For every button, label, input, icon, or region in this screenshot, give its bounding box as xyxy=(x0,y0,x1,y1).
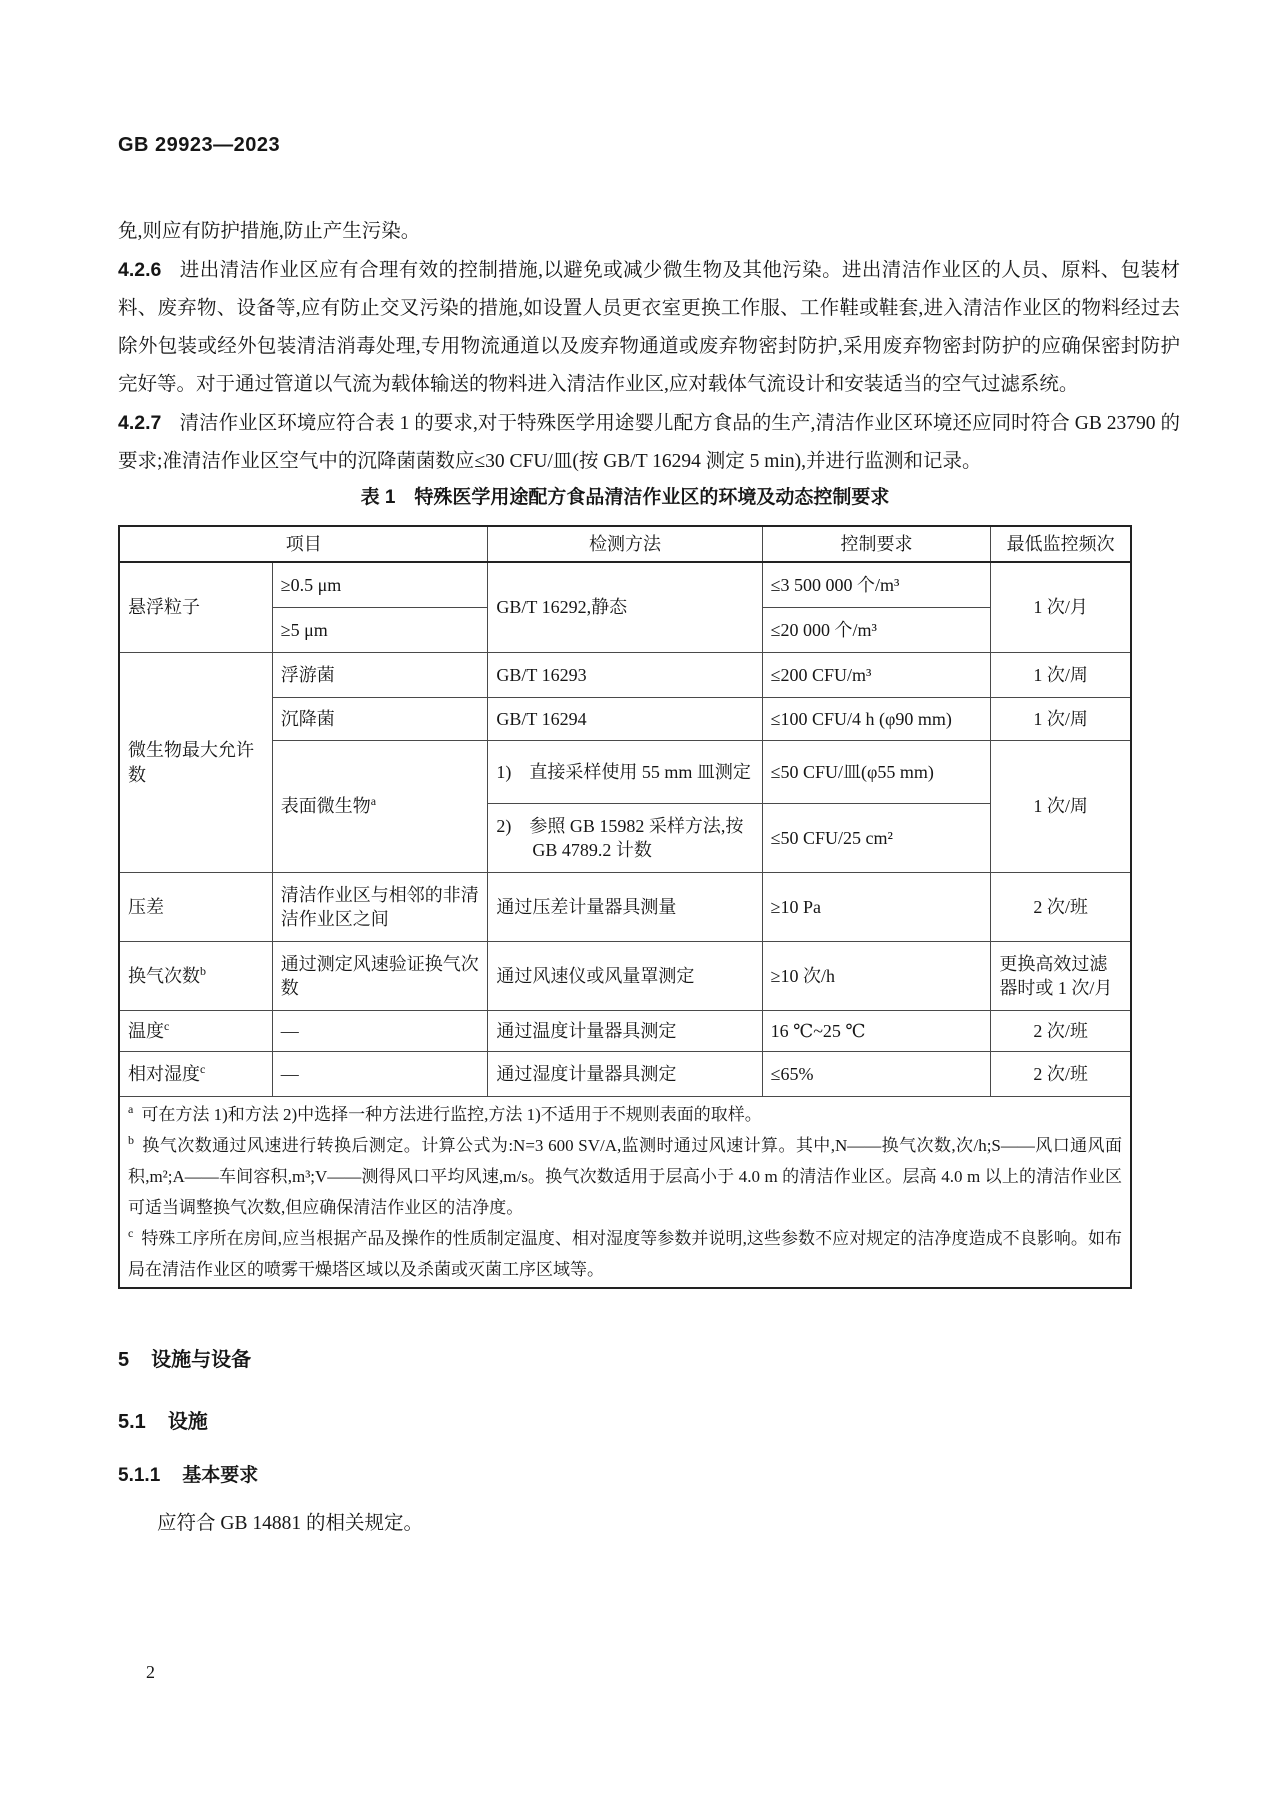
footnote-ref-c: c xyxy=(164,1018,170,1033)
cell-frequency: 2 次/班 xyxy=(991,1011,1131,1052)
cell-requirement: ≤200 CFU/m³ xyxy=(762,653,991,698)
section-heading-5-1-1: 5.1.1 基本要求 xyxy=(118,1465,259,1486)
footnote-ref-a: a xyxy=(370,794,377,809)
cell-item-sub: ≥5 μm xyxy=(272,608,488,653)
footnote-b: $^b$ 换气次数通过风速进行转换后测定。计算公式为:N=3 600 SV/A,监测时通过风速计算。其中,N——换气次数,次/h;S——风口通风面积,m²;A——车间容积,m³;V——测得风口平均风速,m/s。换气次数适用于层高小于 4.0 m 的清洁作业区。层高 4.0 m 以上的清洁作业区可适当调整换气次数,但应确保清洁作业区的洁净度。 xyxy=(128,1133,1122,1217)
closing-paragraph: 应符合 GB 14881 的相关规定。 xyxy=(157,1513,423,1534)
clause-text: 进出清洁作业区应有合理有效的控制措施,以避免或减少微生物及其他污染。进出清洁作业区的人员、原料、包装材料、废弃物、设备等,应有防止交叉污染的措施,如设置人员更衣室更换工作服、工作鞋或鞋套,进入清洁作业区的物料经过去除外包装或经外包装清洁消毒处理,专用物流通道以及废弃物通道或废弃物密封防护,采用废弃物密封防护的应确保密封防护完好等。对于通过管道以气流为载体输送的物料进入清洁作业区,应对载体气流设计和安装适当的空气过滤系统。 xyxy=(118,260,1180,395)
cell-frequency: 2 次/班 xyxy=(991,873,1131,942)
cell-method: 通过湿度计量器具测定 xyxy=(488,1052,762,1097)
clause-number: 4.2.6 xyxy=(118,259,162,281)
doc-number: GB 29923—2023 xyxy=(118,134,281,156)
cell-item-sub: 通过测定风速验证换气次数 xyxy=(272,942,488,1011)
table-row xyxy=(119,562,1131,608)
cell-method: 通过压差计量器具测量 xyxy=(488,873,762,942)
section-heading-5: 5 设施与设备 xyxy=(118,1349,252,1371)
section-heading-5-1: 5.1 设施 xyxy=(118,1411,208,1433)
cell-item-sub: ≥0.5 μm xyxy=(272,562,488,608)
clause-4-2-6 xyxy=(118,251,1180,404)
cell-item-sub: 清洁作业区与相邻的非清洁作业区之间 xyxy=(272,873,488,942)
cell-frequency: 1 次/周 xyxy=(991,741,1131,873)
column-header-requirement: 控制要求 xyxy=(762,526,991,562)
cell-item-category: 温度$^c$ xyxy=(119,1011,272,1052)
cell-requirement: ≤50 CFU/25 cm² xyxy=(762,804,991,873)
paragraph-continuation: 免,则应有防护措施,防止产生污染。 xyxy=(118,221,421,242)
cell-item-sub: 表面微生物$^a$ xyxy=(272,741,488,873)
page-number: 2 xyxy=(146,1662,155,1682)
page-content xyxy=(118,0,1180,1543)
column-header-item: 项目 xyxy=(119,526,488,562)
clause-number: 4.2.7 xyxy=(118,412,162,434)
cell-frequency: 1 次/月 xyxy=(991,562,1131,653)
cell-frequency: 更换高效过滤器时或 1 次/月 xyxy=(991,942,1131,1011)
cell-method: 2) 参照 GB 15982 采样方法,按 GB 4789.2 计数 xyxy=(488,804,762,873)
table-footnotes-row xyxy=(119,1097,1131,1289)
column-header-frequency: 最低监控频次 xyxy=(991,526,1131,562)
table-row xyxy=(119,1052,1131,1097)
column-header-method: 检测方法 xyxy=(488,526,762,562)
table-row xyxy=(119,653,1131,698)
cell-requirement: ≤20 000 个/m³ xyxy=(762,608,991,653)
footnote-ref-b: b xyxy=(200,963,206,978)
cell-requirement: ≥10 次/h xyxy=(762,942,991,1011)
cell-requirement: 16 ℃~25 ℃ xyxy=(762,1011,991,1052)
cell-requirement: ≥10 Pa xyxy=(762,873,991,942)
cell-requirement: ≤50 CFU/皿(φ55 mm) xyxy=(762,741,991,804)
cell-frequency: 1 次/周 xyxy=(991,653,1131,698)
cell-item-sub: — xyxy=(272,1052,488,1097)
cell-frequency: 1 次/周 xyxy=(991,698,1131,741)
cell-item-category: 相对湿度$^c$ xyxy=(119,1052,272,1097)
cell-requirement: ≤65% xyxy=(762,1052,991,1097)
footnote-ref-c: c xyxy=(200,1061,206,1076)
cell-item-sub: 浮游菌 xyxy=(272,653,488,698)
footnote-a: $^a$ 可在方法 1)和方法 2)中选择一种方法进行监控,方法 1)不适用于不规则表面的取样。 xyxy=(128,1102,762,1124)
cell-method: 1) 直接采样使用 55 mm 皿测定 xyxy=(488,741,762,804)
cell-requirement: ≤3 500 000 个/m³ xyxy=(762,562,991,608)
cell-item-category: 微生物最大允许数 xyxy=(119,653,272,873)
cell-frequency: 2 次/班 xyxy=(991,1052,1131,1097)
table-row xyxy=(119,873,1131,942)
table-footnotes xyxy=(119,1097,1131,1289)
cell-item-category: 换气次数$^b$ xyxy=(119,942,272,1011)
table-1 xyxy=(118,525,1132,1289)
cell-method: 通过温度计量器具测定 xyxy=(488,1011,762,1052)
clause-4-2-7 xyxy=(118,404,1180,481)
cell-requirement: ≤100 CFU/4 h (φ90 mm) xyxy=(762,698,991,741)
cell-item-sub: — xyxy=(272,1011,488,1052)
table-row xyxy=(119,1011,1131,1052)
table-header-row xyxy=(119,526,1131,562)
cell-item-category: 悬浮粒子 xyxy=(119,562,272,653)
cell-method: 通过风速仪或风量罩测定 xyxy=(488,942,762,1011)
cell-item-category: 压差 xyxy=(119,873,272,942)
table-row xyxy=(119,942,1131,1011)
cell-method: GB/T 16294 xyxy=(488,698,762,741)
clause-text: 清洁作业区环境应符合表 1 的要求,对于特殊医学用途婴儿配方食品的生产,清洁作业区环境还应同时符合 GB 23790 的要求;准清洁作业区空气中的沉降菌菌数应≤30 CFU/皿(按 GB/T 16294 测定 5 min),并进行监测和记录。 xyxy=(118,413,1180,472)
cell-method: GB/T 16293 xyxy=(488,653,762,698)
table-title: 表 1 特殊医学用途配方食品清洁作业区的环境及动态控制要求 xyxy=(360,487,890,508)
cell-item-sub: 沉降菌 xyxy=(272,698,488,741)
cell-method: GB/T 16292,静态 xyxy=(488,562,762,653)
footnote-c: $^c$ 特殊工序所在房间,应当根据产品及操作的性质制定温度、相对湿度等参数并说明,这些参数不应对规定的洁净度造成不良影响。如布局在清洁作业区的喷雾干燥塔区域以及杀菌或灭菌工序区域等。 xyxy=(128,1226,1122,1279)
